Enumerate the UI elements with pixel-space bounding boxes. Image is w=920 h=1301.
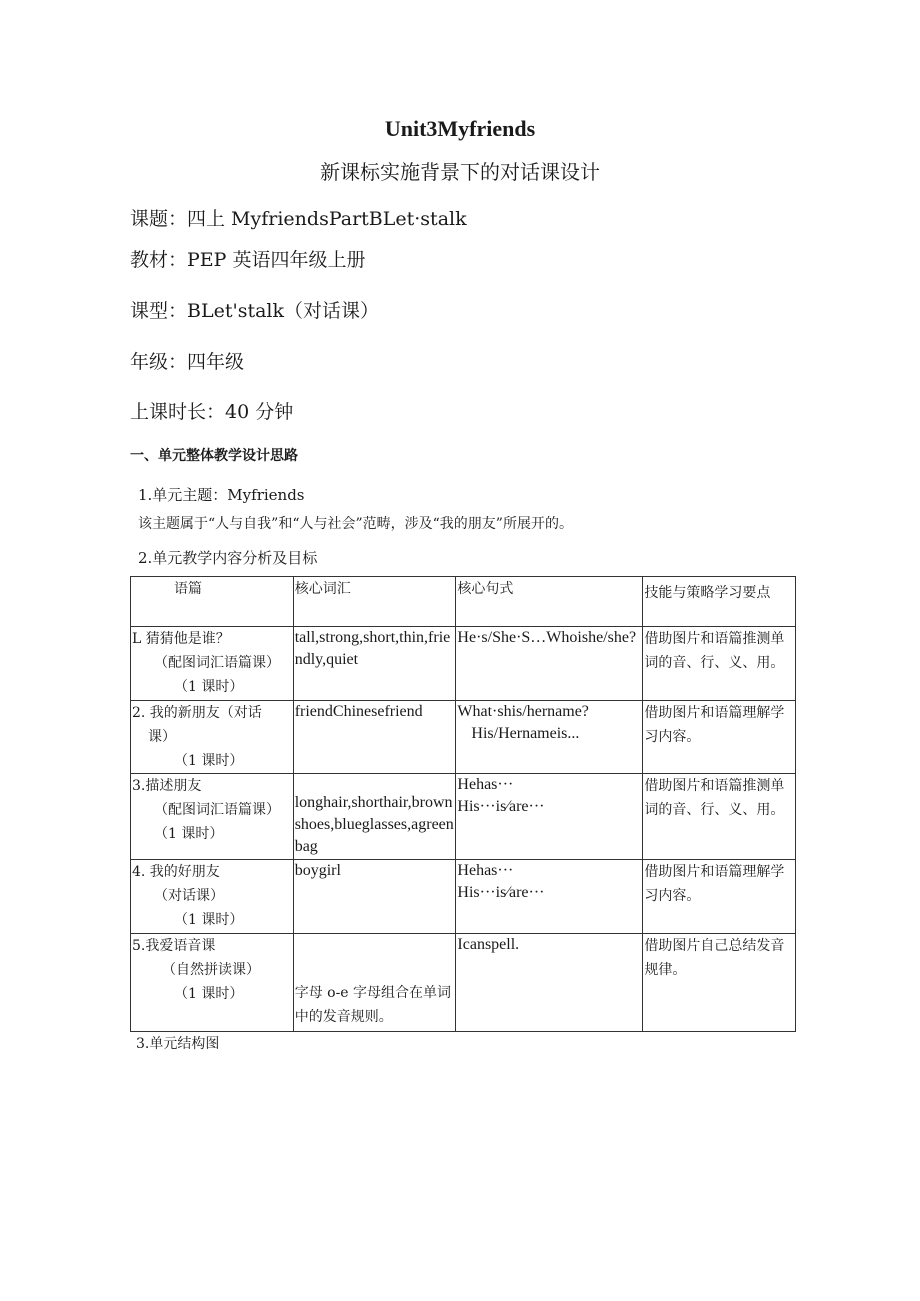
header-cell: 核心词汇 — [293, 577, 456, 627]
header-cell: 核心句式 — [456, 577, 643, 627]
table-cell: Hehas··· His···is∕are··· — [456, 774, 643, 860]
unit-structure-heading: 3.单元结构图 — [136, 1036, 220, 1052]
table-cell: 借助图片和语篇理解学习内容。 — [643, 701, 796, 774]
table-cell: friendChinesefriend — [293, 701, 456, 774]
section-heading: 一、单元整体教学设计思路 — [130, 448, 298, 464]
table-cell: 借助图片自己总结发音规律。 — [643, 934, 796, 1032]
meta-textbook: 教材：PEP 英语四年级上册 — [130, 249, 366, 271]
meta-grade: 年级：四年级 — [130, 351, 245, 373]
table-cell: What·shis/hername? His/Hernameis... — [456, 701, 643, 774]
meta-topic: 课题：四上 MyfriendsPartBLet·stalk — [130, 208, 467, 230]
table-cell: 字母 o-e 字母组合在单词中的发音规则。 — [293, 934, 456, 1032]
table-cell: 2. 我的新朋友（对话 课） （1 课时） — [131, 701, 294, 774]
table-cell: 借助图片和语篇理解学习内容。 — [643, 860, 796, 934]
content-analysis-heading: 2.单元教学内容分析及目标 — [138, 549, 318, 567]
table-cell: L 猜猜他是谁？ （配图词汇语篇课） （1 课时） — [131, 627, 294, 701]
header-cell: 语篇 — [131, 577, 294, 627]
table-cell: 借助图片和语篇推测单词的音、行、义、用。 — [643, 774, 796, 860]
table-cell: longhair,shorthair,brownshoes,blueglasses,agreenbag — [293, 774, 456, 860]
unit-theme: 1.单元主题：Myfriends — [138, 486, 305, 504]
content-analysis-table — [130, 576, 796, 1032]
document-subtitle: 新课标实施背景下的对话课设计 — [320, 160, 600, 184]
table-row — [131, 627, 796, 701]
unit-theme-description: 该主题属于“人与自我”和“人与社会”范畴，涉及“我的朋友”所展开的。 — [138, 516, 573, 532]
table-cell: Hehas··· His···is∕are··· — [456, 860, 643, 934]
meta-duration: 上课时长：40 分钟 — [130, 401, 294, 423]
table-cell: Icanspell. — [456, 934, 643, 1032]
table-cell: 3.描述朋友 （配图词汇语篇课） （1 课时） — [131, 774, 294, 860]
table-row — [131, 701, 796, 774]
table-cell: tall,strong,short,thin,friendly,quiet — [293, 627, 456, 701]
table-cell: 5.我爱语音课 （自然拼读课） （1 课时） — [131, 934, 294, 1032]
table-row — [131, 934, 796, 1032]
header-cell: 技能与策略学习要点 — [643, 577, 796, 627]
table-row — [131, 774, 796, 860]
meta-lesson-type: 课型：BLet'stalk（对话课） — [130, 300, 380, 322]
table-row — [131, 860, 796, 934]
document-title: Unit3Myfriends — [384, 116, 536, 141]
table-header-row — [131, 577, 796, 627]
table-cell: boygirl — [293, 860, 456, 934]
table-cell: 借助图片和语篇推测单词的音、行、义、用。 — [643, 627, 796, 701]
table-cell: 4. 我的好朋友 （对话课） （1 课时） — [131, 860, 294, 934]
table-cell: He·s/She·S…Whoishe/she? — [456, 627, 643, 701]
